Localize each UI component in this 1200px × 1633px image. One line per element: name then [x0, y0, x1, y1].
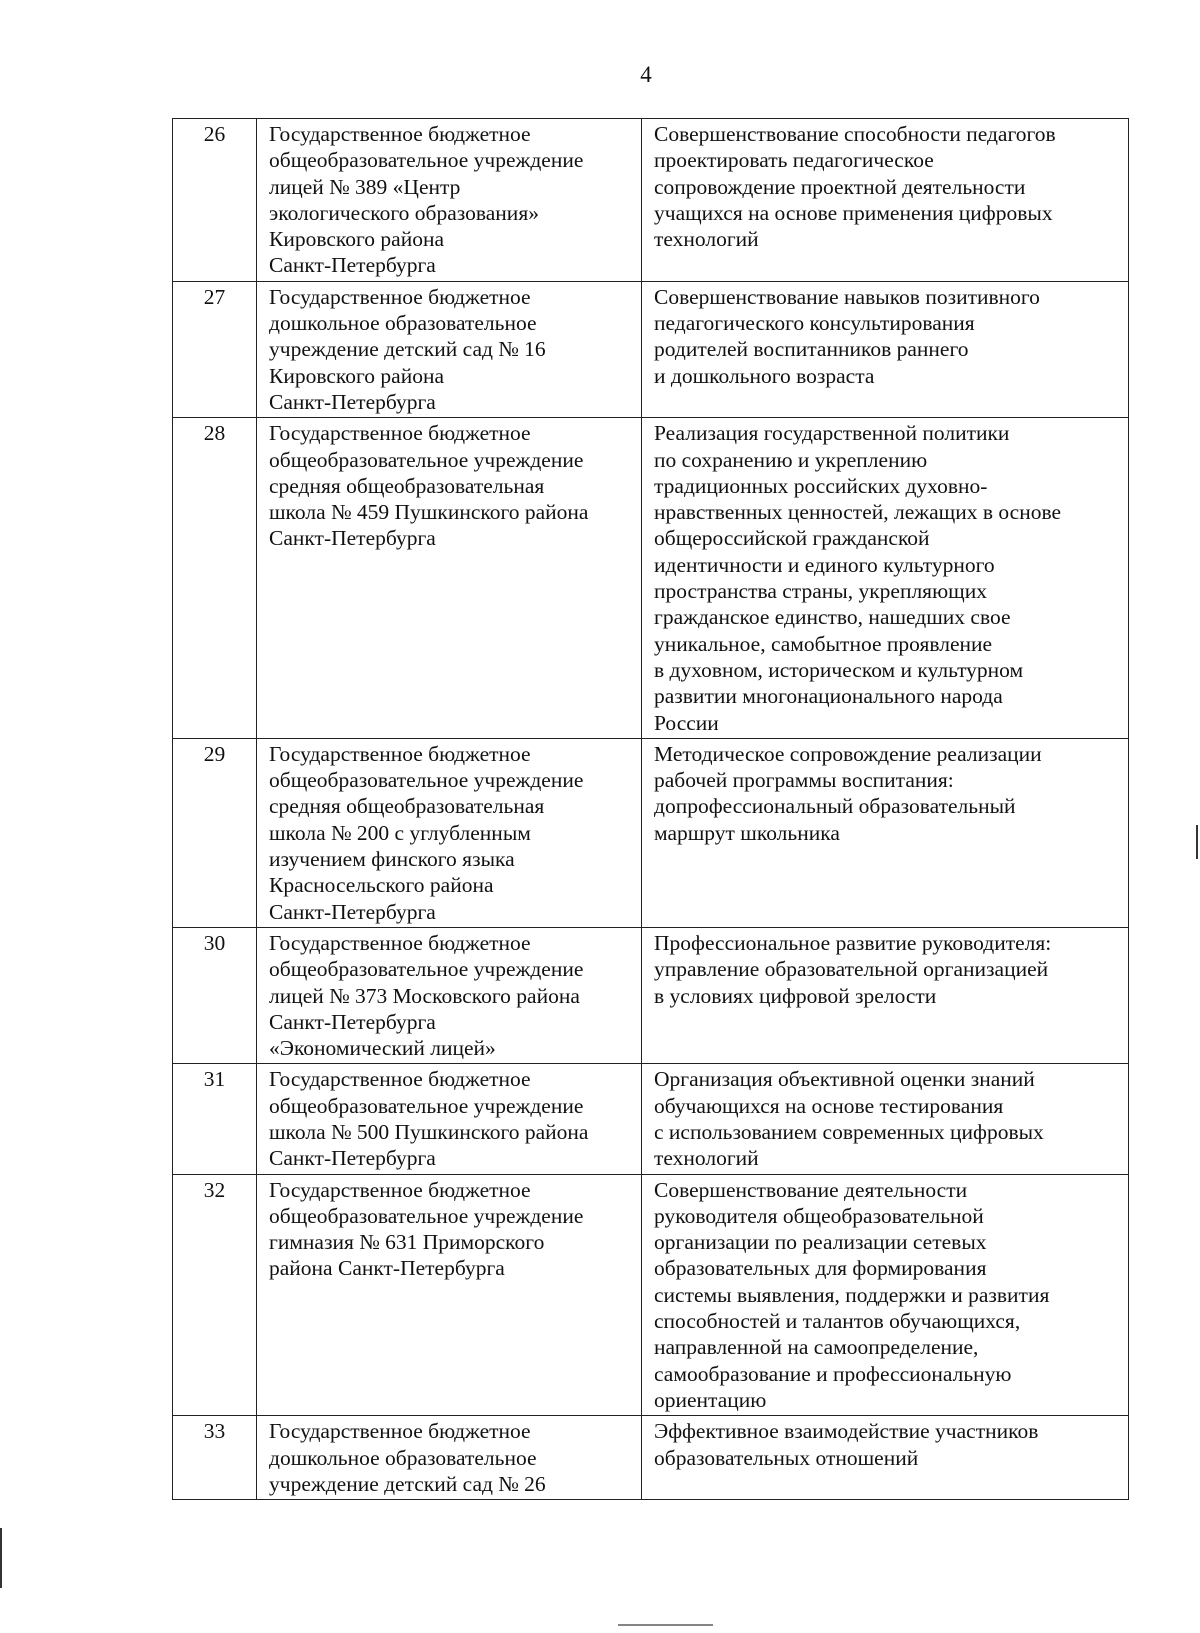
row-number: 32 [173, 1174, 257, 1416]
institution-name: Государственное бюджетное общеобразовательное учреждение средняя общеобразовательная школа № 459 Пушкинского района Санкт-Петербурга [257, 418, 642, 739]
project-topic: Реализация государственной политики по сохранению и укреплению традиционных российских духовно- нравственных ценностей, лежащих в основе общероссийской гражданской идентичности и единого культурного пространства страны, укрепляющих гражданское единство, нашедших свое уникальное, самобытное проявление в духовном, историческом и культурном развитии многонационального народа России [642, 418, 1129, 739]
table-row [173, 119, 1129, 282]
project-topic: Совершенствование способности педагогов проектировать педагогическое сопровождение проектной деятельности учащихся на основе применения цифровых технологий [642, 119, 1129, 282]
project-topic: Организация объективной оценки знаний обучающихся на основе тестирования с использованием современных цифровых технологий [642, 1064, 1129, 1174]
row-number: 28 [173, 418, 257, 739]
table-row [173, 1174, 1129, 1416]
table-row [173, 281, 1129, 417]
page-number: 4 [640, 62, 652, 87]
row-number: 33 [173, 1416, 257, 1500]
project-topic: Методическое сопровождение реализации рабочей программы воспитания: допрофессиональный образовательный маршрут школьника [642, 738, 1129, 927]
row-number: 27 [173, 281, 257, 417]
institutions-table [172, 118, 1129, 1500]
project-topic: Профессиональное развитие руководителя: управление образовательной организацией в условиях цифровой зрелости [642, 927, 1129, 1063]
institution-name: Государственное бюджетное общеобразовательное учреждение гимназия № 631 Приморского района Санкт-Петербурга [257, 1174, 642, 1416]
scan-mark-left [0, 1528, 2, 1588]
row-number: 26 [173, 119, 257, 282]
table-row [173, 738, 1129, 927]
institution-name: Государственное бюджетное общеобразовательное учреждение школа № 500 Пушкинского района Санкт-Петербурга [257, 1064, 642, 1174]
institution-name: Государственное бюджетное общеобразовательное учреждение лицей № 373 Московского района Санкт-Петербурга «Экономический лицей» [257, 927, 642, 1063]
scan-mark-right [1196, 825, 1198, 859]
project-topic: Совершенствование деятельности руководителя общеобразовательной организации по реализации сетевых образовательных для формирования системы выявления, поддержки и развития способностей и талантов обучающихся, направленной на самоопределение, самообразование и профессиональную ориентацию [642, 1174, 1129, 1416]
table-row [173, 1416, 1129, 1500]
institution-name: Государственное бюджетное дошкольное образовательное учреждение детский сад № 26 [257, 1416, 642, 1500]
row-number: 29 [173, 738, 257, 927]
table-row [173, 418, 1129, 739]
table-row [173, 927, 1129, 1063]
institution-name: Государственное бюджетное общеобразовательное учреждение средняя общеобразовательная школа № 200 с углубленным изучением финского языка Красносельского района Санкт-Петербурга [257, 738, 642, 927]
row-number: 30 [173, 927, 257, 1063]
table-row [173, 1064, 1129, 1174]
scan-mark-bottom [618, 1624, 713, 1626]
project-topic: Совершенствование навыков позитивного педагогического консультирования родителей воспитанников раннего и дошкольного возраста [642, 281, 1129, 417]
institution-name: Государственное бюджетное общеобразовательное учреждение лицей № 389 «Центр экологического образования» Кировского района Санкт-Петербурга [257, 119, 642, 282]
project-topic: Эффективное взаимодействие участников образовательных отношений [642, 1416, 1129, 1500]
row-number: 31 [173, 1064, 257, 1174]
institution-name: Государственное бюджетное дошкольное образовательное учреждение детский сад № 16 Кировского района Санкт-Петербурга [257, 281, 642, 417]
